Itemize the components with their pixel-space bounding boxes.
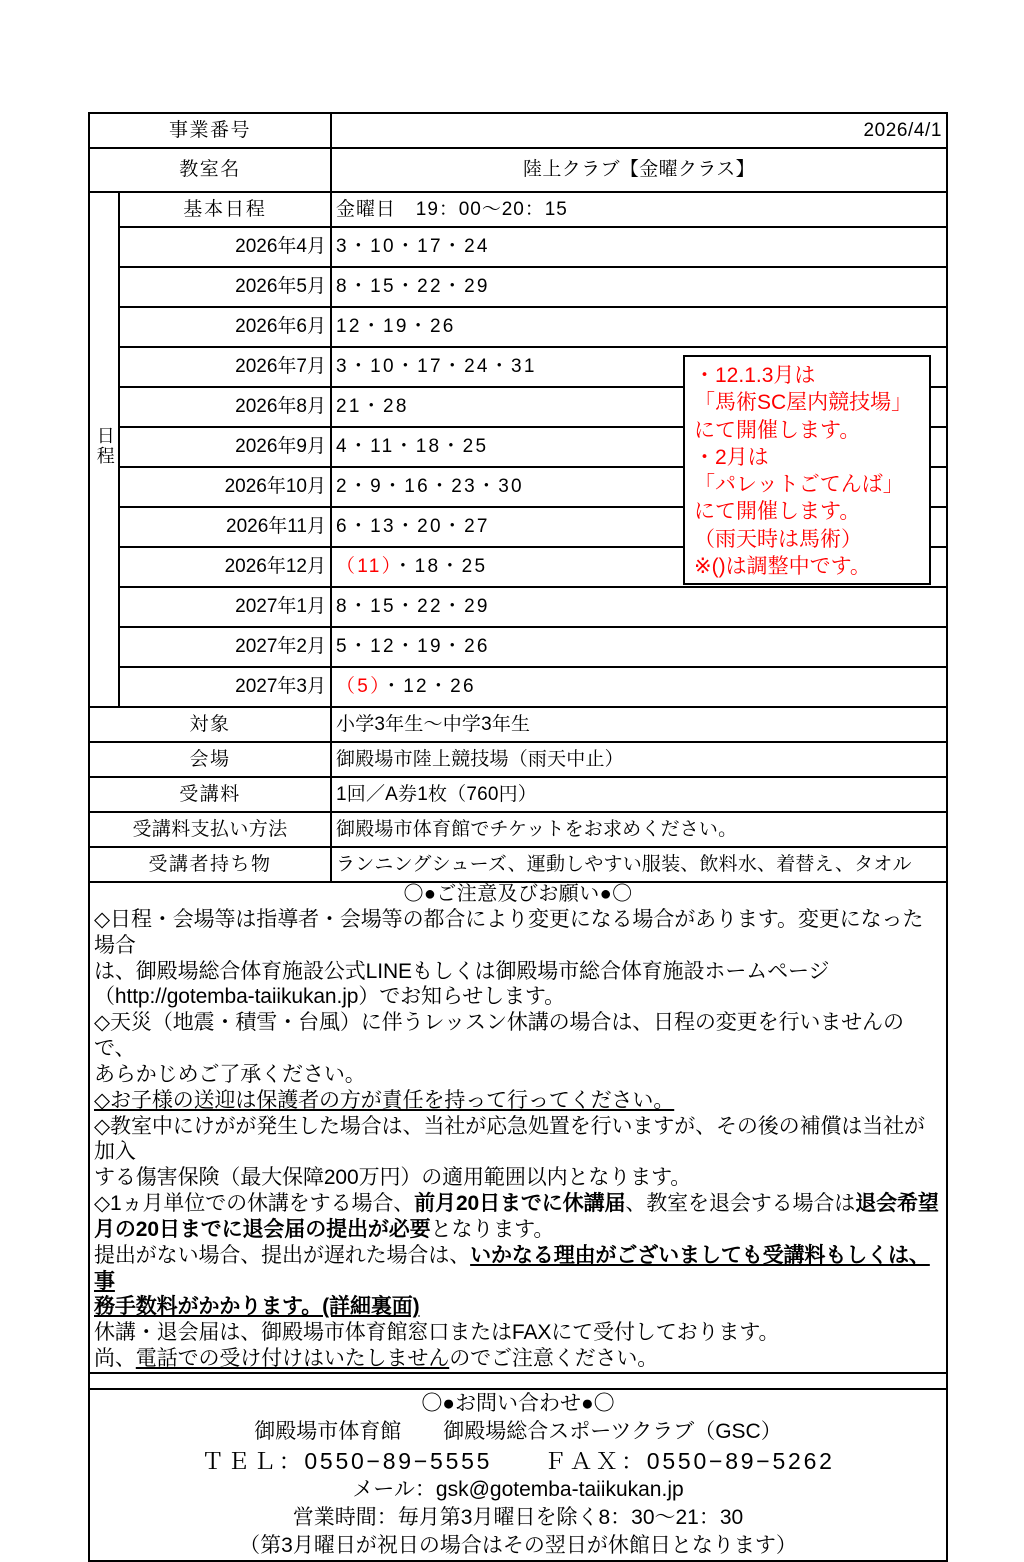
month-label: 2026年6月 xyxy=(119,307,331,347)
table-row-class-name xyxy=(89,148,947,192)
info-label-fee: 受講料 xyxy=(89,777,331,812)
month-days: 2・9・16・23・30 xyxy=(331,467,947,507)
notes-heading: 〇●ご注意及びお願い●〇 xyxy=(403,883,633,905)
month-days-tentative: （11） xyxy=(336,556,394,578)
month-days xyxy=(331,667,947,707)
month-days: 8・15・22・29 xyxy=(331,587,947,627)
issue-date: 2026/4/1 xyxy=(331,113,947,148)
month-days: 21・28 xyxy=(331,387,947,427)
month-days: 3・10・17・24・31 xyxy=(331,347,947,387)
month-label: 2026年8月 xyxy=(119,387,331,427)
callout-line: にて開催します。 xyxy=(694,418,861,442)
month-label: 2026年11月 xyxy=(119,507,331,547)
table-row xyxy=(89,227,947,267)
table-row-target xyxy=(89,707,947,742)
table-row xyxy=(89,307,947,347)
note-text: 提出がない場合、提出が遅れた場合は、 xyxy=(94,1243,471,1267)
notes-body xyxy=(94,907,942,1372)
contact-heading: 〇●お問い合わせ●〇 xyxy=(421,1391,615,1415)
note-bold-underlined-text: 務手数料がかかります。(詳細裏面) xyxy=(94,1295,420,1319)
table-row xyxy=(89,267,947,307)
note-text: のでご注意ください。 xyxy=(449,1347,659,1371)
note-underlined-text: 電話での受け付けはいたしません xyxy=(135,1347,450,1371)
callout-line: ・12.1.3月は xyxy=(694,364,816,387)
info-label-items: 受講者持ち物 xyxy=(89,847,331,882)
info-label-venue: 会場 xyxy=(89,742,331,777)
table-row xyxy=(89,587,947,627)
month-label: 2027年3月 xyxy=(119,667,331,707)
contact-tel-fax: ＴＥＬ：0550−89−5555 ＦＡＸ：0550−89−5262 xyxy=(201,1447,835,1474)
note-text: となります。 xyxy=(430,1217,555,1241)
month-days: 8・15・22・29 xyxy=(331,267,947,307)
schedule-vertical-label xyxy=(89,192,119,707)
table-row-notes xyxy=(89,882,947,1373)
note-line: （http://gotemba-taiikukan.jp）でお知らせします。 xyxy=(94,985,566,1009)
note-line-penalty-2 xyxy=(94,1294,942,1320)
note-text: ◇1ヵ月単位での休講をする場合、 xyxy=(94,1192,415,1216)
month-label: 2027年2月 xyxy=(119,627,331,667)
note-line: は、御殿場総合体育施設公式LINEもしくは御殿場市総合体育施設ホームページ xyxy=(94,959,830,983)
note-text: 尚、 xyxy=(94,1347,136,1371)
month-label: 2026年7月 xyxy=(119,347,331,387)
callout-line: （雨天時は馬術） xyxy=(694,527,862,551)
callout-line: ※()は調整中です。 xyxy=(694,555,871,579)
contact-holiday: （第3月曜日が祝日の場合はその翌日が休館日となります） xyxy=(239,1534,797,1558)
note-line-pickup xyxy=(94,1088,942,1114)
schedule-vertical-label-text: 日程 xyxy=(94,426,115,467)
notes-section xyxy=(89,882,947,1373)
month-days: 12・19・26 xyxy=(331,307,947,347)
note-bold-text: 前月20日までに休講届 xyxy=(414,1192,626,1216)
contact-hours: 営業時間：毎月第3月曜日を除く8：30〜21：30 xyxy=(292,1506,744,1530)
note-underlined-text: ◇お子様の送迎は保護者の方が責任を持って行ってください。 xyxy=(94,1088,675,1112)
table-row xyxy=(89,667,947,707)
table-row-basic-schedule xyxy=(89,192,947,227)
callout-line: 「パレットごてんば」 xyxy=(694,473,904,497)
callout-line: ・2月は xyxy=(694,445,769,469)
month-label: 2026年4月 xyxy=(119,227,331,267)
class-name-label: 教室名 xyxy=(89,148,331,192)
table-row-contact xyxy=(89,1389,947,1561)
note-line-phone xyxy=(94,1346,942,1372)
note-line-suspension xyxy=(94,1191,942,1217)
flyer-table xyxy=(88,112,948,1562)
contact-mail: メール：gsk@gotemba-taiikukan.jp xyxy=(352,1478,684,1502)
month-days-rest: ・12・26 xyxy=(381,676,476,698)
note-line-withdrawal xyxy=(94,1217,942,1243)
table-row-items xyxy=(89,847,947,882)
table-row-venue xyxy=(89,742,947,777)
note-line: あらかじめご了承ください。 xyxy=(94,1062,366,1086)
note-bold-text: 月の20日までに退会届の提出が必要 xyxy=(94,1217,431,1241)
note-line: する傷害保険（最大保障200万円）の適用範囲以内となります。 xyxy=(94,1166,692,1190)
section-spacer xyxy=(89,1373,947,1389)
note-line-penalty xyxy=(94,1243,942,1295)
month-days-tentative: （5） xyxy=(336,676,382,698)
table-row xyxy=(89,627,947,667)
project-no-label: 事業番号 xyxy=(89,113,331,148)
month-days-rest: ・18・25 xyxy=(393,556,488,578)
venue-notice-callout xyxy=(683,355,931,585)
note-text: 、教室を退会する場合は xyxy=(625,1192,856,1216)
contact-section xyxy=(89,1389,947,1561)
table-row-project-no xyxy=(89,113,947,148)
info-label-target: 対象 xyxy=(89,707,331,742)
month-days: 5・12・19・26 xyxy=(331,627,947,667)
month-label: 2026年9月 xyxy=(119,427,331,467)
month-label: 2026年10月 xyxy=(119,467,331,507)
note-line: ◇日程・会場等は指導者・会場等の都合により変更になる場合があります。変更になった場合 xyxy=(94,908,924,957)
month-label: 2026年12月 xyxy=(119,547,331,587)
table-row-fee xyxy=(89,777,947,812)
info-value-target: 小学3年生〜中学3年生 xyxy=(331,707,947,742)
month-days: 3・10・17・24 xyxy=(331,227,947,267)
table-row-payment xyxy=(89,812,947,847)
info-label-payment: 受講料支払い方法 xyxy=(89,812,331,847)
note-line: ◇教室中にけがが発生した場合は、当社が応急処置を行いますが、その後の補償は当社が加入 xyxy=(94,1114,925,1164)
info-value-items: ランニングシューズ、運動しやすい服装、飲料水、着替え、タオル xyxy=(331,847,947,882)
info-value-payment: 御殿場市体育館でチケットをお求めください。 xyxy=(331,812,947,847)
month-days: 6・13・20・27 xyxy=(331,507,947,547)
class-name-value: 陸上クラブ【金曜クラス】 xyxy=(331,148,947,192)
month-label: 2027年1月 xyxy=(119,587,331,627)
basic-schedule-label: 基本日程 xyxy=(119,192,331,227)
info-value-venue: 御殿場市陸上競技場（雨天中止） xyxy=(331,742,947,777)
month-label: 2026年5月 xyxy=(119,267,331,307)
month-days: 4・11・18・25 xyxy=(331,427,947,467)
contact-org: 御殿場市体育館 御殿場総合スポーツクラブ（GSC） xyxy=(254,1419,782,1443)
callout-line: にて開催します。 xyxy=(694,500,861,524)
note-line: ◇天災（地震・積雪・台風）に伴うレッスン休講の場合は、日程の変更を行いませんので、 xyxy=(94,1011,904,1061)
note-line: 休講・退会届は、御殿場市体育館窓口またはFAXにて受付しております。 xyxy=(94,1321,780,1345)
basic-schedule-value: 金曜日 19：00〜20：15 xyxy=(331,192,947,227)
flyer-sheet xyxy=(88,112,948,1562)
note-bold-underlined-text: いかなる理由がございましても受講料もしくは、事 xyxy=(94,1243,930,1293)
callout-line: 「馬術SC屋内競技場」 xyxy=(694,391,913,415)
info-value-fee: 1回／A券1枚（760円） xyxy=(331,777,947,812)
note-bold-text: 退会希望 xyxy=(855,1192,939,1216)
